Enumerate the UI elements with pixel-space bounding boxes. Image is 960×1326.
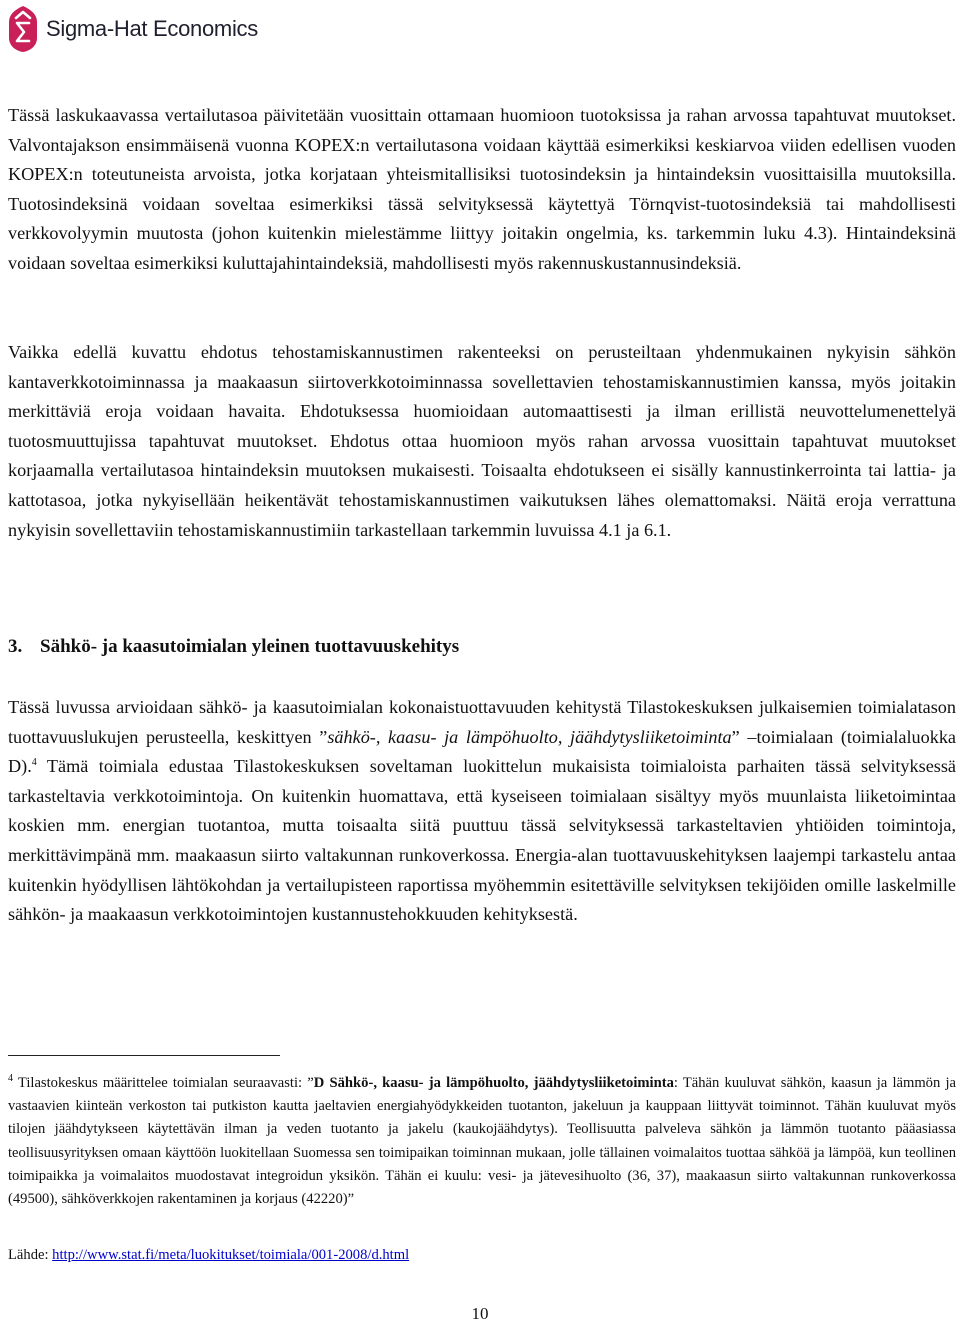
section-number: 3. <box>8 636 23 657</box>
paragraph-3-middle: ” –toimialaan (toimialaluokka D). <box>8 726 956 777</box>
paragraph-3 <box>8 693 956 930</box>
footnote-bold-term: D Sähkö-, kaasu- ja lämpöhuolto, jäähdytysliiketoiminta <box>313 1075 674 1091</box>
footnote-source <box>8 1244 409 1267</box>
source-label: Lähde: <box>8 1247 53 1263</box>
industry-name-italic: sähkö-, kaasu- ja lämpöhuolto, jäähdytysliiketoiminta <box>327 726 732 747</box>
sigma-hat-logo-icon <box>8 6 38 52</box>
paragraph-3-end: Tämä toimiala edustaa Tilastokeskuksen soveltaman luokittelun mukaisista toimialoista parhaiten tässä selvityksessä tarkasteltavia verkkotoimintoja. On kuitenkin huomattava, että kyseiseen toimialaan sisältyy myös muunlaista liiketoimintaa koskien mm. energian tuotantoa, mutta toisaalta siitä puuttuu tässä selvityksessä tarkasteltavien yhtiöiden toimintoja, merkittävimpänä mm. maakaasun siirto valtakunnan runkoverkossa. Energia-alan tuottavuuskehityksen laajempi tarkastelu antaa kuitenkin hyödyllisen lähtökohdan ja vertailupisteen raportissa myöhemmin esitettäville selvityksen tekijöiden omille laskelmille sähkön- ja maakaasun verkkotoimintojen kustannustehokkuuden kehityksestä. <box>8 756 956 925</box>
footnote-number: 4 <box>8 1073 13 1085</box>
footnote <box>8 1072 956 1211</box>
footnote-reference[interactable]: 4 <box>31 757 37 769</box>
header <box>8 6 258 52</box>
section-title: Sähkö- ja kaasutoimialan yleinen tuottavuuskehitys <box>40 636 460 657</box>
paragraph-2: Vaikka edellä kuvattu ehdotus tehostamiskannustimen rakenteeksi on perusteiltaan yhdenmukainen nykyisin sähkön kantaverkkotoiminnassa ja maakaasun siirtoverkkotoiminnassa sovellettavien tehostamiskannustimien kanssa, myös joitakin merkittäviä eroja voidaan havaita. Ehdotuksessa huomioidaan automaattisesti ja ilman erillistä neuvottelumenettelyä tuotosmuuttujissa tapahtuvat muutokset. Ehdotus ottaa huomioon myös rahan arvossa vuosittain tapahtuvat muutokset korjaamalla vertailutasoa hintaindeksin muutoksen mukaisesti. Toisaalta ehdotukseen ei sisälly kannustinkerrointa tai lattia- ja kattotasoa, jotka nykyisellään heikentävät tehostamiskannustimen vaikutuksen lähes olemattomaksi. Näitä eroja verrattuna nykyisin sovellettaviin tehostamiskannustimiin tarkastellaan tarkemmin luvuissa 4.1 ja 6.1. <box>8 342 956 540</box>
brand-name: Sigma-Hat Economics <box>46 16 258 41</box>
footnote-lead: Tilastokeskus määrittelee toimialan seuraavasti: ” <box>13 1075 314 1091</box>
footnote-divider <box>8 1055 280 1056</box>
paragraph-1: Tässä laskukaavassa vertailutasoa päivitetään vuosittain ottamaan huomioon tuotoksissa ja rahan arvossa tapahtuvat muutokset. Valvontajakson ensimmäisenä vuonna KOPEX:n vertailutasona voidaan käyttää esimerkiksi keskiarvoa viiden edellisen vuoden KOPEX:n toteutuneista arvoista, jotka korjataan yhteismitallisiksi tuotosindeksin ja hintaindeksin vuosittaisilla muutoksilla. Tuotosindeksinä voidaan soveltaa esimerkiksi tässä selvityksessä käytettyä Törnqvist-tuotosindeksiä tai mahdollisesti verkkovolyymin muutosta (johon kuitenkin mielestämme liittyy joitakin ongelmia, ks. tarkemmin luku 4.3). Hintaindeksinä voidaan soveltaa esimerkiksi kuluttajahintaindeksiä, mahdollisesti myös rakennuskustannusindeksiä. <box>8 105 956 273</box>
section-heading <box>8 633 459 661</box>
source-link[interactable]: http://www.stat.fi/meta/luokitukset/toimiala/001-2008/d.html <box>52 1247 410 1263</box>
page-number: 10 <box>471 1304 489 1323</box>
footnote-text: : Tähän kuuluvat sähkön, kaasun ja lämmön ja vastaavien kiinteän verkoston tai putkiston kautta jaeltavien energiahyödykkeiden tuotanton, jakeluun ja kauppaan liittyvät toiminnot. Tähän kuuluvat myös tilojen jäähdytykseen käytettävän ilman ja veden tuotanto ja jakelu (kaukojäähdytys). Teollisuutta palveleva sähkön ja lämmön tuotanto pääasiassa teollisuusyrityksen omaan käyttöön luokitellaan Suomessa sen toimipaikan toiminnan mukaan, jolle tällainen voimalaitos tuottaa sähköä ja lämpöä, kun teollinen toimipaikka ja voimalaitos muodostavat integroidun yksikön. Tähän ei kuulu: vesi- ja jätevesihuolto (36, 37), maakaasun siirto valtakunnan runkoverkossa (49500), sähköverkkojen rakentaminen ja korjaus (42220)” <box>8 1075 956 1208</box>
paragraph-3-start: Tässä luvussa arvioidaan sähkö- ja kaasutoimialan kokonaistuottavuuden kehitystä Tilastokeskuksen julkaisemien toimialatason tuottavuuslukujen perusteella, keskittyen ” <box>8 697 956 747</box>
